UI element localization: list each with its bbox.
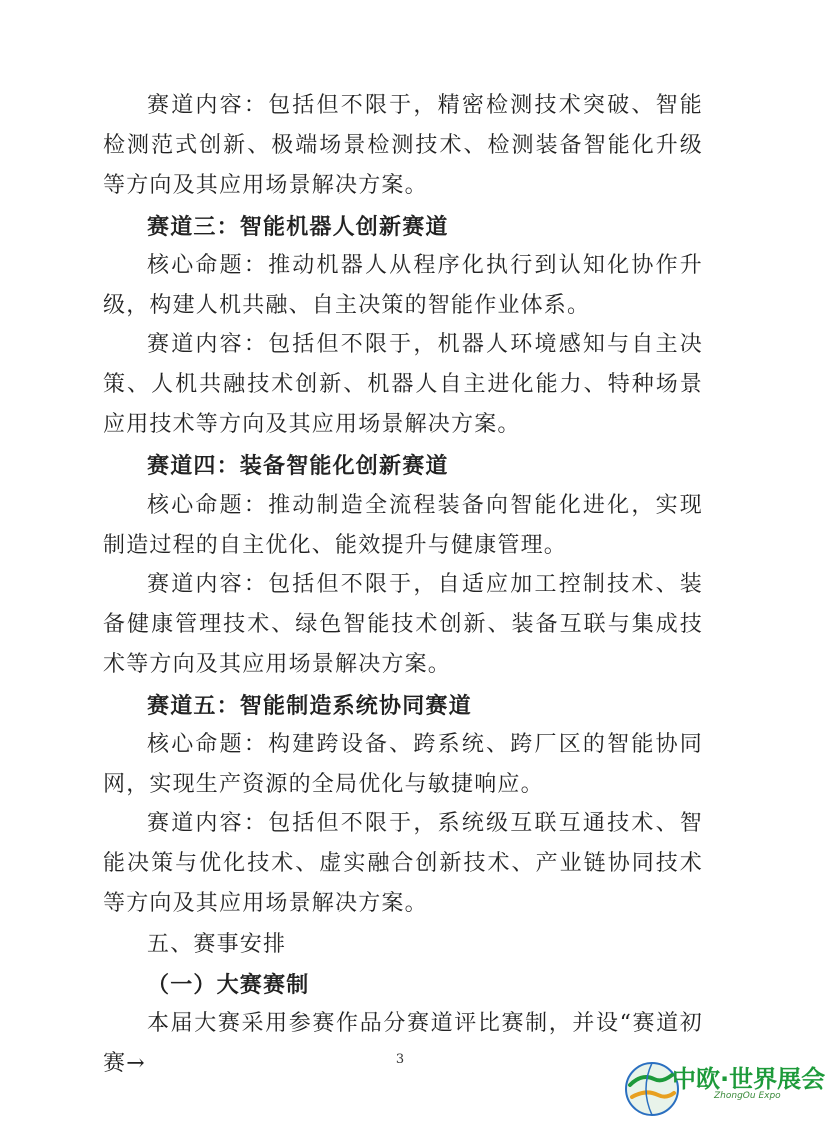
track-two-content-paragraph: 赛道内容：包括但不限于，精密检测技术突破、智能检测范式创新、极端场景检测技术、检测装备智能化升级等方向及其应用场景解决方案。 <box>103 93 703 198</box>
track-five-content-paragraph: 赛道内容：包括但不限于，系统级互联互通技术、智能决策与优化技术、虚实融合创新技术、产业链协同技术等方向及其应用场景解决方案。 <box>103 811 703 916</box>
track-four-core-paragraph: 核心命题：推动制造全流程装备向智能化进化，实现制造过程的自主优化、能效提升与健康管理。 <box>103 493 703 558</box>
track-four-heading: 赛道四：装备智能化创新赛道 <box>147 453 449 479</box>
expo-logo <box>622 1055 825 1127</box>
track-five-core-paragraph: 核心命题：构建跨设备、跨系统、跨厂区的智能协同网，实现生产资源的全局优化与敏捷响应。 <box>103 732 703 797</box>
track-three-content-paragraph: 赛道内容：包括但不限于，机器人环境感知与自主决策、人机共融技术创新、机器人自主进化能力、特种场景应用技术等方向及其应用场景解决方案。 <box>103 332 703 437</box>
track-three-heading: 赛道三：智能机器人创新赛道 <box>147 214 449 240</box>
track-three-core-paragraph: 核心命题：推动机器人从程序化执行到认知化协作升级，构建人机共融、自主决策的智能作业体系。 <box>103 253 703 318</box>
page-number: 3 <box>395 1052 405 1067</box>
section-five-heading: 五、赛事安排 <box>147 932 287 957</box>
competition-format-paragraph: 本届大赛采用参赛作品分赛道评比赛制，并设“赛道初赛→ <box>103 1011 703 1076</box>
subsection-one-heading: （一）大赛赛制 <box>147 972 310 998</box>
logo-text: 中欧·世界展会 <box>672 1065 825 1093</box>
track-five-heading: 赛道五：智能制造系统协同赛道 <box>147 693 472 719</box>
track-four-content-paragraph: 赛道内容：包括但不限于，自适应加工控制技术、装备健康管理技术、绿色智能技术创新、装备互联与集成技术等方向及其应用场景解决方案。 <box>103 572 703 677</box>
logo-subtext: ZhongOu Expo <box>714 1091 781 1101</box>
